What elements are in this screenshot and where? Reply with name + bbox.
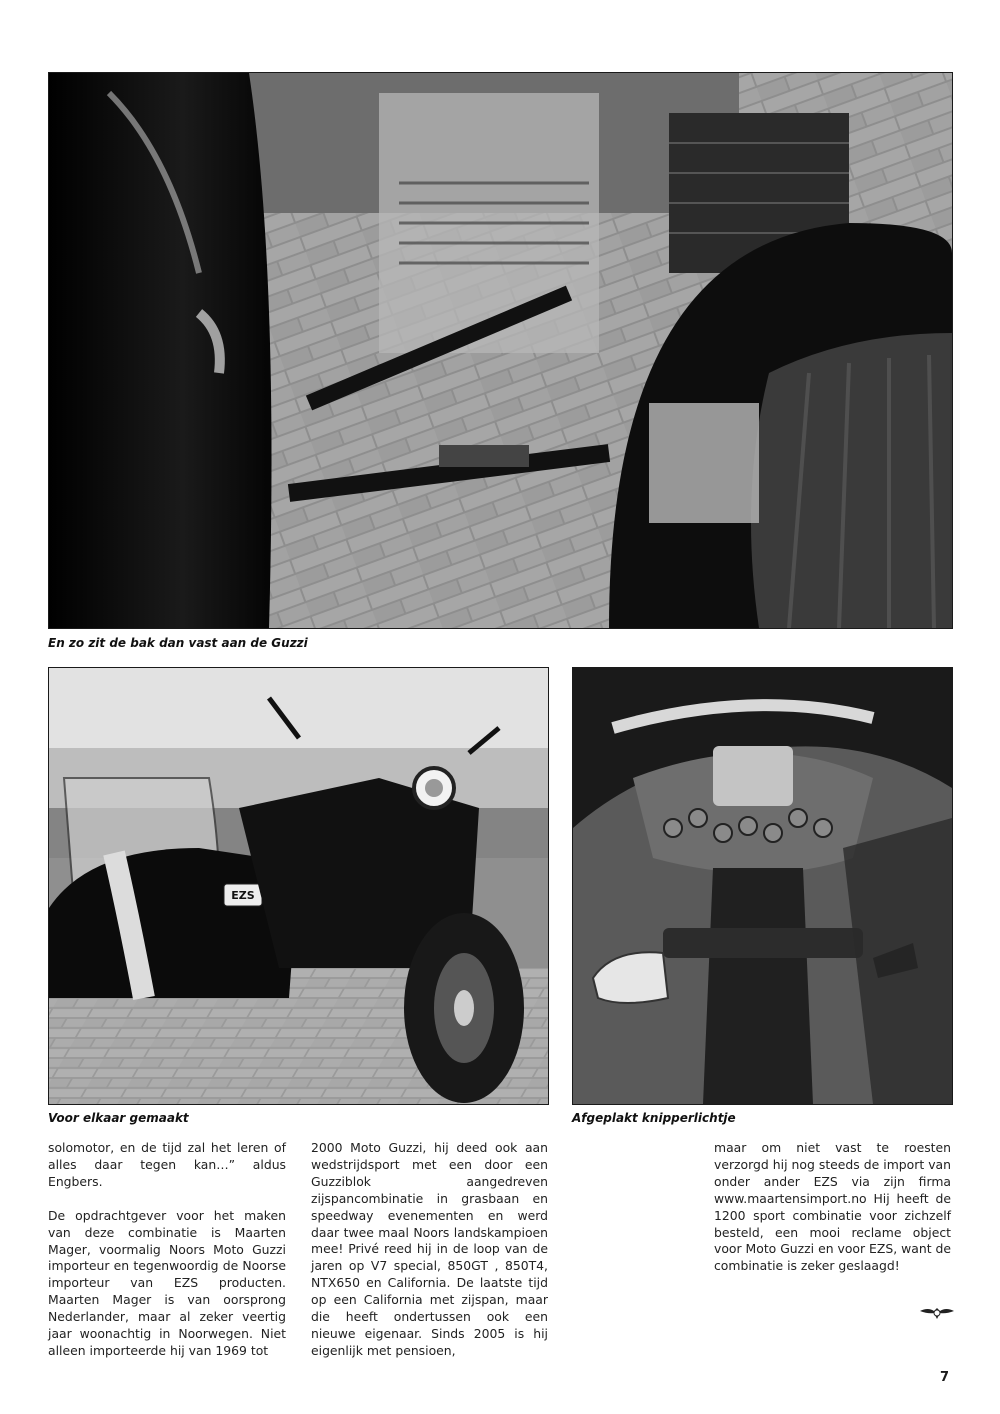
text-column-3 <box>714 1140 951 1292</box>
photo-sidecar-mount <box>48 72 953 629</box>
caption-left-photo: Voor elkaar gemaakt <box>48 1111 189 1125</box>
caption-top-photo: En zo zit de bak dan vast aan de Guzzi <box>48 636 308 650</box>
moto-guzzi-eagle-logo <box>920 1305 954 1321</box>
page-number: 7 <box>940 1370 950 1385</box>
caption-right-photo: Afgeplakt knipperlichtje <box>572 1111 736 1125</box>
photo-indicator-light <box>572 667 953 1105</box>
paragraph: maar om niet vast te roesten verzorgd hij nog steeds de import van onder ander EZS via zijn firma www.maartensimport.no Hij heeft de 1200 sport combinatie voor zichzelf besteld, een mooi reclame object voor Moto Guzzi en voor EZS, want de combinatie is zeker geslaagd! <box>714 1140 951 1274</box>
text-column-1 <box>48 1140 286 1377</box>
paragraph: 2000 Moto Guzzi, hij deed ook aan wedstrijdsport met een door een Guzziblok aangedreven zijspancombinatie in grasbaan en speedway evenementen en werd daar twee maal Noors landskampioen mee! Privé reed hij in de loop van de jaren op V7 special, 850GT , 850T4, NTX650 en California. De laatste tijd op een California met zijspan, maar die heeft ondertussen ook een nieuwe eigenaar. Sinds 2005 is hij eigenlijk met pensioen, <box>311 1140 548 1358</box>
ezs-badge-text: EZS <box>231 889 255 902</box>
text-column-2 <box>311 1140 548 1377</box>
photo-sidecar-combination <box>48 667 549 1105</box>
paragraph: solomotor, en de tijd zal het leren of alles daar tegen kan…” aldus Engbers. <box>48 1140 286 1189</box>
paragraph: De opdrachtgever voor het maken van deze combinatie is Maarten Mager, voormalig Noors Moto Guzzi importeur en tegenwoordig de Noorse importeur van EZS producten. Maarten Mager is van oorsprong Nederlander, maar al zeker veertig jaar woonachtig in Noorwegen. Niet alleen importeerde hij van 1969 tot <box>48 1207 286 1358</box>
